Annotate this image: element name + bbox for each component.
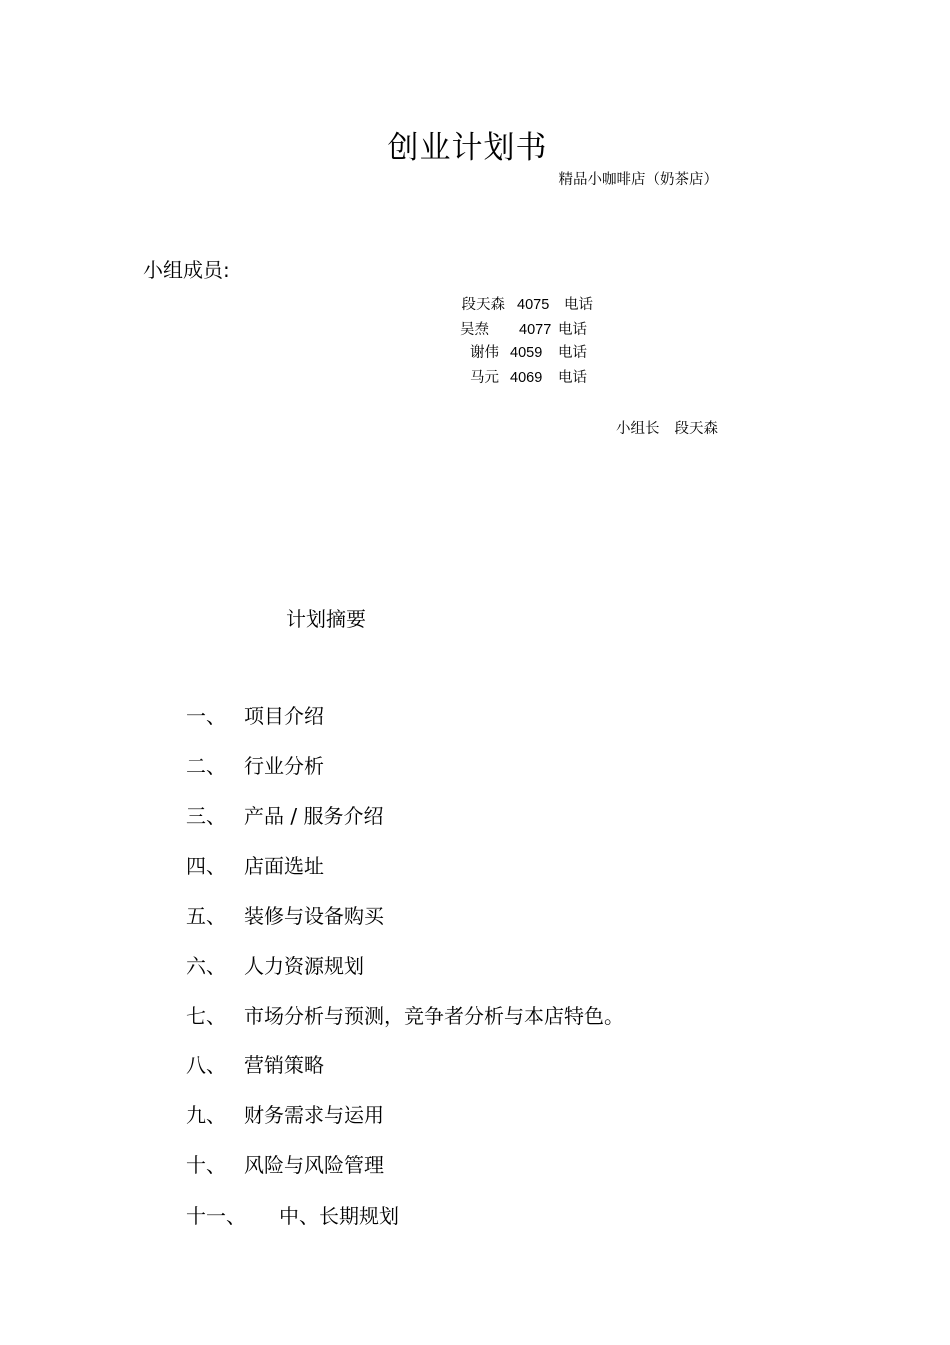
toc-item [186, 801, 383, 831]
toc-item [186, 851, 324, 881]
toc-number: 二、 [186, 754, 226, 778]
toc-number: 十一、 [186, 1204, 246, 1228]
member-phone-label: 电话 [558, 370, 587, 386]
toc-number: 一、 [186, 704, 226, 728]
member-name: 段天森 [461, 297, 505, 313]
toc-number: 三、 [186, 804, 226, 828]
toc-item [186, 1001, 624, 1031]
toc-item [186, 1150, 384, 1180]
toc-text: 营销策略 [244, 1053, 324, 1077]
member-name: 马元 [470, 370, 499, 386]
member-name: 谢伟 [470, 345, 499, 361]
member-phone-label: 电话 [564, 297, 593, 313]
toc-number: 十、 [186, 1153, 226, 1177]
member-phone-label: 电话 [558, 322, 587, 338]
member-row [457, 294, 593, 316]
toc-text: 财务需求与运用 [244, 1103, 384, 1127]
group-leader [616, 417, 718, 438]
toc-item [186, 901, 384, 931]
toc-item [186, 1050, 324, 1080]
toc-number: 九、 [186, 1103, 226, 1127]
toc-text: 人力资源规划 [244, 954, 364, 978]
toc-item [186, 951, 364, 981]
toc-text: 产品 / 服务介绍 [244, 804, 384, 828]
member-row [460, 319, 587, 341]
toc-item [186, 1201, 399, 1231]
leader-label: 小组长 [616, 421, 660, 437]
toc-text: 市场分析与预测，竞争者分析与本店特色。 [244, 1004, 624, 1028]
members-heading: 小组成员: [143, 258, 230, 282]
member-id: 4077 [519, 322, 552, 338]
member-id: 4075 [517, 297, 550, 313]
member-row [470, 367, 587, 389]
toc-number: 五、 [186, 904, 226, 928]
toc-number: 七、 [186, 1004, 226, 1028]
document-subtitle: 精品小咖啡店（奶茶店） [558, 172, 718, 188]
toc-text: 行业分析 [244, 754, 324, 778]
member-id: 4069 [510, 370, 543, 386]
toc-text: 装修与设备购买 [244, 904, 384, 928]
toc-item [186, 1100, 384, 1130]
summary-heading: 计划摘要 [286, 607, 366, 631]
member-name: 吴焘 [460, 322, 489, 338]
member-row [470, 342, 587, 364]
toc-text: 风险与风险管理 [244, 1153, 384, 1177]
toc-text: 项目介绍 [244, 704, 324, 728]
document-title: 创业计划书 [387, 130, 548, 166]
toc-number: 六、 [186, 954, 226, 978]
toc-item [186, 751, 324, 781]
toc-number: 八、 [186, 1053, 226, 1077]
toc-text: 店面选址 [244, 854, 324, 878]
toc-number: 四、 [186, 854, 226, 878]
toc-text: 中、长期规划 [279, 1204, 399, 1228]
leader-name: 段天森 [674, 421, 718, 437]
member-phone-label: 电话 [558, 345, 587, 361]
toc-item [186, 701, 324, 731]
member-id: 4059 [510, 345, 543, 361]
